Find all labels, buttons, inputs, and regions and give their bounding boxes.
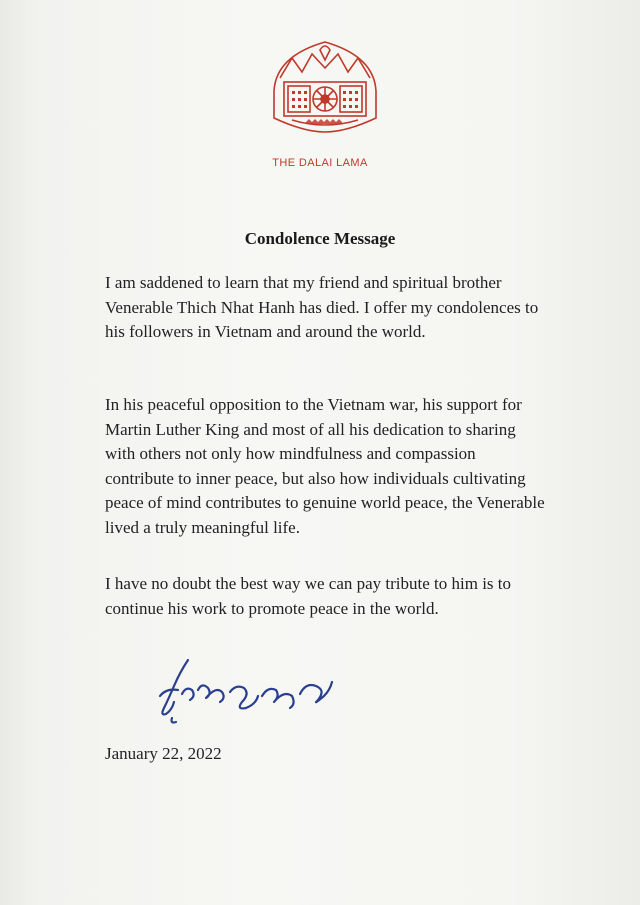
- paragraph-1: I am saddened to learn that my friend and spiritual brother Venerable Thich Nhat Hanh has died. I offer my condolences to his followers in Vietnam and around the world.: [105, 273, 539, 341]
- letterhead-name: THE DALAI LAMA: [272, 157, 368, 169]
- dalai-lama-seal-icon: [266, 36, 384, 136]
- letter-title: Condolence Message: [244, 229, 396, 248]
- letter-date: January 22, 2022: [105, 744, 222, 763]
- handwritten-signature-icon: [150, 656, 335, 726]
- paragraph-2: In his peaceful opposition to the Vietnam war, his support for Martin Luther King and most of all his dedication to sharing with others not only how mindfulness and compassion contribute to inner peace, but also how individuals cultivating peace of mind contributes to genuine world peace, the Venerable lived a truly meaningful life.: [105, 395, 545, 537]
- paragraph-3: I have no doubt the best way we can pay tribute to him is to continue his work to promote peace in the world.: [105, 574, 512, 618]
